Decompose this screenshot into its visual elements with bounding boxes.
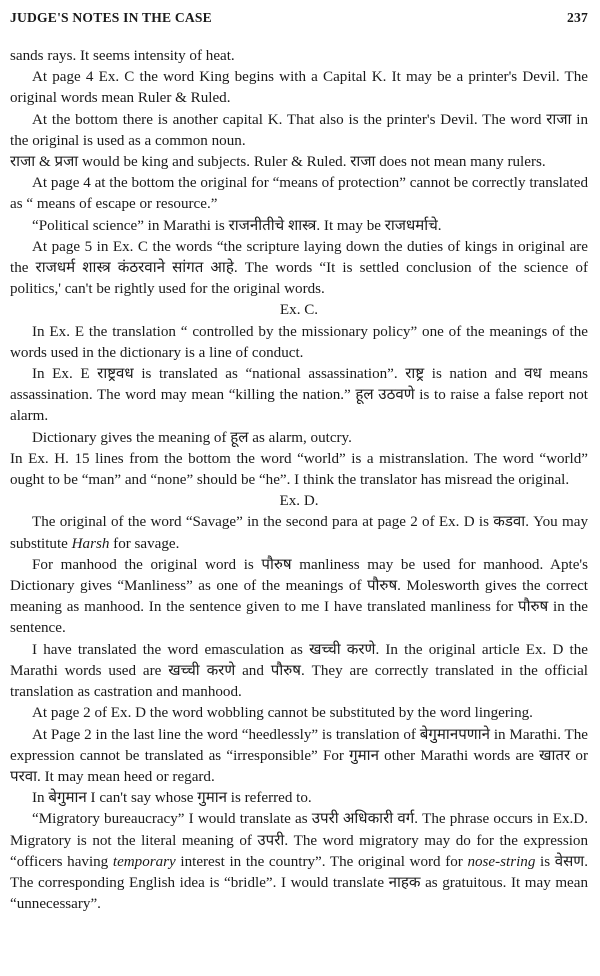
running-title: JUDGE'S NOTES IN THE CASE [10, 10, 212, 25]
paragraph: sands rays. It seems intensity of heat. [10, 48, 235, 64]
paragraph: At page 2 of Ex. D the word wobbling cannot be substituted by the word lingering. [32, 705, 533, 722]
paragraph: “Political science” in Marathi is राजनीतीचे शास्त्र. It may be राजधर्माचे. [32, 217, 442, 234]
paragraph: In बेगुमान I can't say whose गुमान is referred to. [32, 790, 312, 807]
paragraph: In Ex. H. 15 lines from the bottom the word “world” is a mistranslation. The word “world” ought to be “man” and “none” should be “he”. I think the translator has misread the original. [10, 450, 588, 489]
paragraph: At Page 2 in the last line the word “heedlessly” is translation of बेगुमानपणाने in Marathi. The expression cannot be translated as “irresponsible” For गुमान other Marathi words are खातर or परवा. It may mean heed or regard. [10, 726, 588, 785]
page-number: 237 [567, 10, 588, 25]
paragraph: For manhood the original word is पौरुष manliness may be used for manhood. Apte's Dictionary gives “Manliness” as one of the meanings of पौरुष. Molesworth gives the correct meaning as manhood. In the sentence given to me I have translated manliness for पौरुष in the sentence. [10, 556, 588, 637]
paragraph: राजा & प्रजा would be king and subjects. Ruler & Ruled. राजा does not mean many rulers. [10, 154, 546, 171]
paragraph: In Ex. E the translation “ controlled by the missionary policy” one of the meanings of the words used in the dictionary is a line of conduct. [10, 323, 588, 361]
italic-term: nose-string [467, 853, 536, 870]
paragraph: In Ex. E राष्ट्रवध is translated as “national assassination”. राष्ट्र is nation and वध means assassination. The word may mean “killing the nation.” हूल उठवणे is to raise a false report not alarm. [10, 366, 588, 425]
paragraph: At page 4 at the bottom the original for “means of protection” cannot be correctly translated as “ means of escape or resource.” [10, 175, 588, 213]
paragraph: At the bottom there is another capital K. That also is the printer's Devil. The word राजा in the original is used as a common noun. [10, 111, 588, 149]
body-text [10, 46, 588, 915]
exhibit-heading: Ex. C. [279, 302, 319, 319]
paragraph: At page 5 in Ex. C the words “the scripture laying down the duties of kings in original are the राजधर्म शास्त्र कंठरवाने सांगत आहे. The words “It is settled conclusion of the science of politics,' can't be rightly used for the original words. [10, 238, 588, 298]
paragraph: “Migratory bureaucracy” I would translate as उपरी अधिकारी वर्ग. The phrase occurs in Ex.D. Migratory is not the literal meaning of उपरी. The word migratory may do for the expression “officers having temporary interest in the country”. The original word for nose-string is वेसण. The corresponding English idea is “bridle”. I would translate नाहक as gratuitous. It may mean “unnecessary”. [10, 811, 588, 913]
paragraph: The original of the word “Savage” in the second para at page 2 of Ex. D is कडवा. You may substitute Harsh for savage. [10, 514, 588, 552]
italic-term: Harsh [71, 535, 110, 552]
running-head [10, 10, 588, 32]
exhibit-heading: Ex. D. [279, 493, 319, 510]
paragraph: Dictionary gives the meaning of हूल as alarm, outcry. [32, 429, 352, 446]
paragraph: I have translated the word emasculation as खच्ची करणे. In the original article Ex. D the Marathi words used are खच्ची करणे and पौरुष. They are correctly translated in the official translation as castration and manhood. [10, 641, 588, 701]
paragraph: At page 4 Ex. C the word King begins with a Capital K. It may be a printer's Devil. The original words mean Ruler & Ruled. [10, 69, 588, 107]
italic-term: temporary [112, 853, 176, 870]
